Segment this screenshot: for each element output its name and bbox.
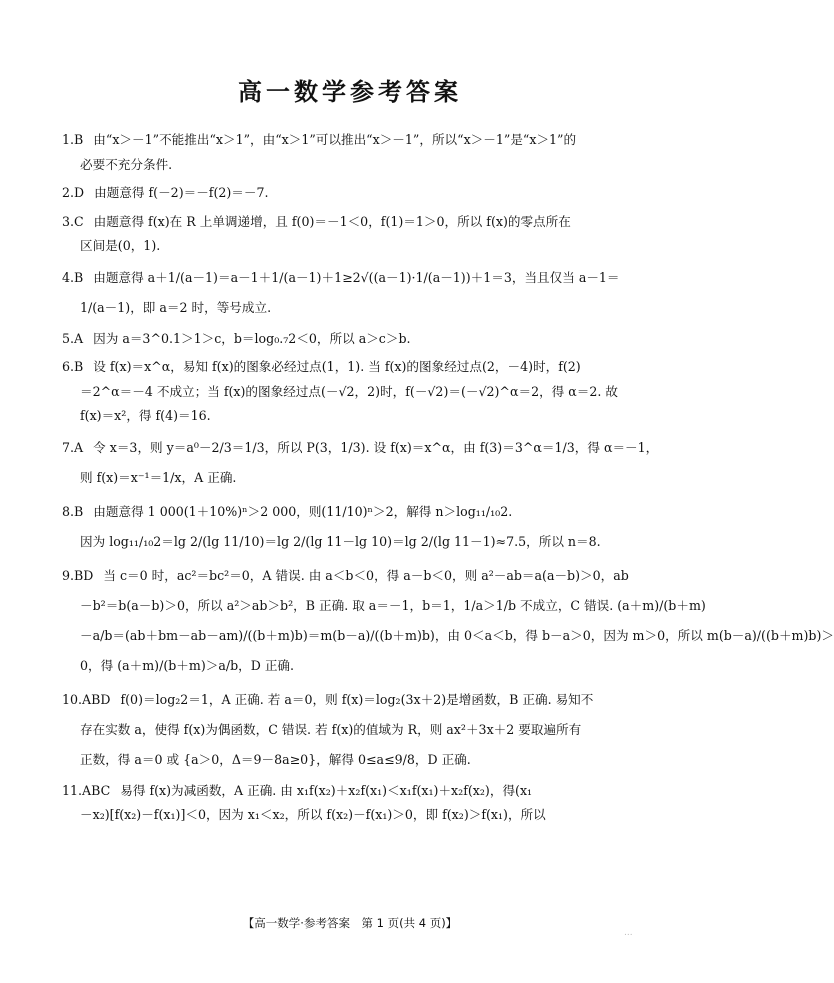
solution-text: 设 f(x)＝x^α，易知 f(x)的图象必经过点(1，1). 当 f(x)的图象经过点(2，－4)时，f(2) [93, 359, 581, 374]
answer-item [62, 355, 640, 429]
solution-text: －x₂)[f(x₂)－f(x₁)]＜0，因为 x₁＜x₂，所以 f(x₂)－f(x₁)＞0，即 f(x₂)＞f(x₁)，所以 [80, 807, 546, 822]
answer-line [62, 779, 640, 804]
answer-choice: B [74, 503, 84, 519]
answer-line [62, 327, 640, 352]
answer-line [62, 651, 640, 681]
answer-line [62, 803, 640, 828]
answer-choice: B [74, 269, 84, 285]
question-number: 4. [62, 269, 75, 285]
answer-item [62, 128, 640, 177]
answer-line [62, 715, 640, 745]
answer-line [62, 527, 640, 557]
answer-line [62, 463, 640, 493]
answer-choice: C [74, 213, 84, 229]
solution-text: 必要不充分条件. [80, 156, 173, 172]
question-number: 3. [62, 213, 75, 229]
answer-choice: B [74, 359, 84, 374]
answer-line [62, 234, 640, 259]
solution-text: 区间是(0，1). [80, 238, 161, 253]
answer-item [62, 561, 834, 681]
question-number: 5. [62, 330, 75, 346]
solution-text: 0，得 (a＋m)/(b＋m)＞a/b，D 正确. [80, 657, 295, 673]
solution-text: ＝2^α＝－4 不成立；当 f(x)的图象经过点(－√2，2)时，f(－√2)＝(－√2)^α＝2，得 α＝2. 故 [80, 383, 618, 399]
answer-item [62, 181, 640, 206]
solution-text: －a/b＝(ab＋bm－ab－am)/((b＋m)b)＝m(b－a)/((b＋m)b)，由 0＜a＜b，得 b－a＞0，因为 m＞0，所以 m(b－a)/((b＋m)b)＞ [80, 627, 834, 643]
question-number: 10. [62, 691, 83, 707]
question-number: 2. [62, 185, 75, 200]
answer-choice: ABD [82, 691, 111, 707]
answer-item [62, 433, 659, 493]
page-footer: 【高一数学·参考答案 第 1 页(共 4 页)】 [242, 916, 458, 930]
question-number: 8. [62, 503, 75, 519]
solution-text: 令 x＝3，则 y＝a⁰－2/3＝1/3，所以 P(3，1/3). 设 f(x)＝x^α，由 f(3)＝3^α＝1/3，得 α＝－1， [93, 439, 659, 455]
answer-item [62, 779, 640, 828]
answer-list [62, 128, 834, 832]
answer-choice: A [74, 330, 84, 346]
answer-line [62, 745, 640, 775]
solution-text: 当 c＝0 时，ac²＝bc²＝0，A 错误. 由 a＜b＜0，得 a－b＜0，则 a²－ab＝a(a－b)＞0，ab [103, 567, 629, 583]
answer-choice: ABC [82, 782, 111, 798]
answer-choice: BD [74, 567, 94, 583]
solution-text: 正数，得 a＝0 或 {a＞0，Δ＝9－8a≥0}，解得 0≤a≤9/8，D 正确. [80, 751, 471, 767]
solution-text: 1/(a－1)，即 a＝2 时，等号成立. [80, 299, 272, 315]
solution-text: 因为 a＝3^0.1＞1＞c，b＝log₀.₇2＜0，所以 a＞c＞b. [93, 330, 411, 346]
solution-text: 存在实数 a，使得 f(x)为偶函数，C 错误. 若 f(x)的值域为 R，则 ax²＋3x＋2 要取遍所有 [80, 721, 582, 737]
solution-text: 由“x＞－1”不能推出“x＞1”，由“x＞1”可以推出“x＞－1”，所以“x＞－1”是“x＞1”的 [93, 132, 577, 147]
corner-mark: ... [624, 928, 633, 938]
answer-item [62, 327, 640, 352]
question-number: 1. [62, 132, 75, 147]
solution-text: 则 f(x)＝x⁻¹＝1/x，A 正确. [80, 469, 237, 485]
answer-line [62, 263, 640, 293]
answer-line [62, 380, 640, 405]
solution-text: 由题意得 1 000(1＋10%)ⁿ＞2 000，则(11/10)ⁿ＞2，解得 n＞log₁₁/₁₀2. [93, 503, 513, 519]
solution-text: 由题意得 a＋1/(a－1)＝a－1＋1/(a－1)＋1≥2√((a－1)·1/(a－1))＋1＝3，当且仅当 a－1＝ [93, 269, 620, 285]
solution-text: －b²＝b(a－b)＞0，所以 a²＞ab＞b²，B 正确. 取 a＝－1，b＝1，1/a＞1/b 不成立，C 错误. (a＋m)/(b＋m) [80, 597, 706, 613]
answer-line [62, 293, 640, 323]
answer-line [62, 181, 640, 206]
answer-item [62, 210, 640, 259]
solution-text: 因为 log₁₁/₁₀2＝lg 2/(lg 11/10)＝lg 2/(lg 11－lg 10)＝lg 2/(lg 11－1)≈7.5，所以 n＝8. [80, 533, 601, 549]
solution-text: 由题意得 f(x)在 R 上单调递增，且 f(0)＝－1＜0，f(1)＝1＞0，所以 f(x)的零点所在 [93, 213, 571, 229]
solution-text: 易得 f(x)为减函数，A 正确. 由 x₁f(x₂)＋x₂f(x₁)＜x₁f(x₁)＋x₂f(x₂)，得(x₁ [120, 782, 533, 798]
answer-line [62, 685, 640, 715]
question-number: 7. [62, 439, 75, 455]
answer-line [62, 210, 640, 235]
solution-text: 由题意得 f(－2)＝－f(2)＝－7. [94, 185, 269, 200]
answer-choice: A [74, 439, 84, 455]
answer-line [62, 128, 640, 153]
answer-item [62, 497, 640, 557]
question-number: 11. [62, 782, 83, 798]
solution-text: f(x)＝x²，得 f(4)＝16. [80, 408, 211, 423]
answer-choice: B [74, 132, 84, 147]
answer-line [62, 561, 640, 591]
page-title: 高一数学参考答案 [238, 78, 462, 106]
answer-item [62, 685, 640, 775]
answer-item [62, 263, 640, 323]
answer-line [62, 621, 834, 651]
answer-line [62, 355, 640, 380]
answer-line [62, 433, 659, 463]
question-number: 9. [62, 567, 75, 583]
answer-line [62, 497, 640, 527]
solution-text: f(0)＝log₂2＝1，A 正确. 若 a＝0，则 f(x)＝log₂(3x＋2)是增函数，B 正确. 易知不 [120, 691, 594, 707]
question-number: 6. [62, 359, 75, 374]
answer-line [62, 591, 706, 621]
answer-choice: D [74, 185, 85, 200]
answer-line [62, 404, 640, 429]
answer-line [62, 153, 640, 178]
